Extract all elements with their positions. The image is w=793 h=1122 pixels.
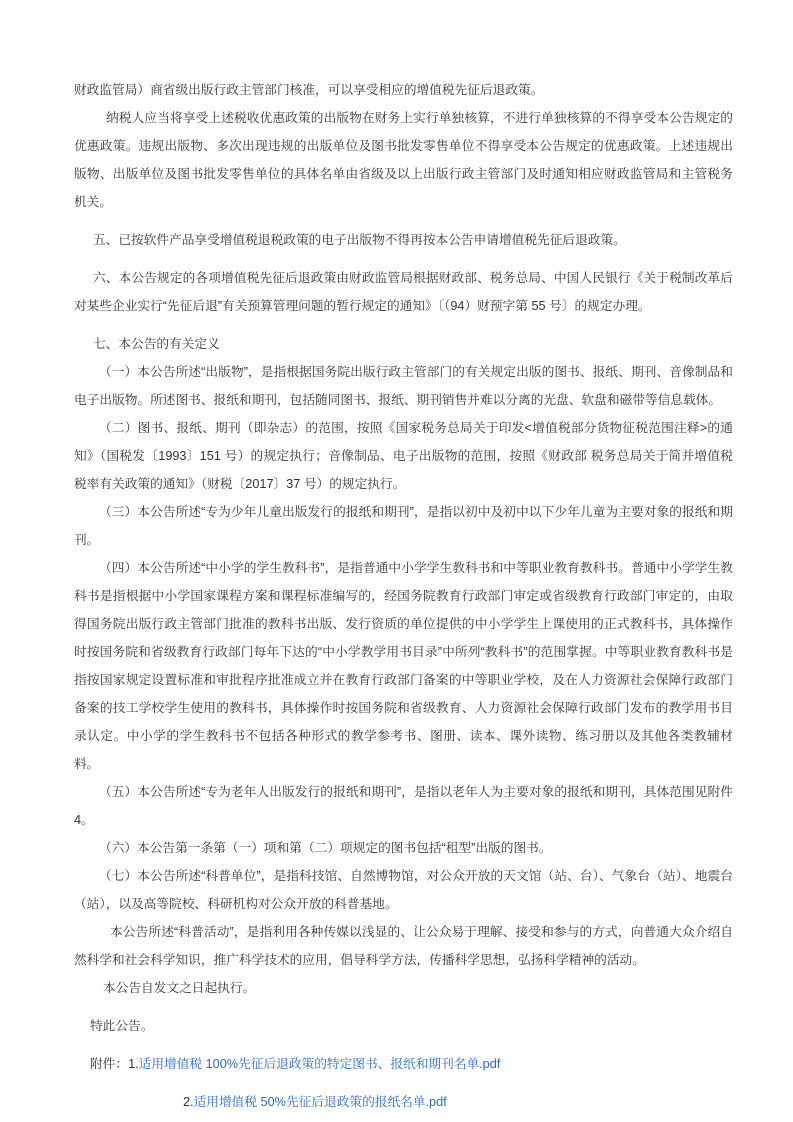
attachments-row-2 — [74, 1088, 733, 1116]
attachments-label: 附件： — [90, 1057, 129, 1071]
attachment-link-1-pdf[interactable]: 适用增值税 100%先征后退政策的特定图书、报纸和期刊名单.pdf — [138, 1057, 501, 1071]
attachment-link-2-pdf[interactable]: 适用增值税 50%先征后退政策的报纸名单.pdf — [193, 1095, 447, 1109]
definition-2-scope: （二）图书、报纸、期刊（即杂志）的范围，按照《国家税务总局关于印发<增值税部分货物征税范围注释>的通知》（国税发〔1993〕151 号）的规定执行；音像制品、电子出版物的范围，按照《财政部 税务总局关于简并增值税税率有关政策的通知》（财税〔2017〕37 号）的规定执行。 — [74, 421, 733, 491]
para-effective-date: 本公告自发文之日起执行。 — [103, 981, 256, 995]
definition-5-elderly-periodicals: （五）本公告所述“专为老年人出版发行的报纸和期刊”，是指以老年人为主要对象的报纸和期刊，具体范围见附件4。 — [74, 785, 733, 827]
section-item-5: 五、已按软件产品享受增值税退税政策的电子出版物不得再按本公告申请增值税先征后退政策。 — [93, 233, 626, 247]
para-separate-accounting: 纳税人应当将享受上述税收优惠政策的出版物在财务上实行单独核算，不进行单独核算的不得享受本公告规定的优惠政策。违规出版物、多次出现违规的出版单位及图书批发零售单位不得享受本公告规定的优惠政策。上述违规出版物、出版单位及图书批发零售单位的具体名单由省级及以上出版行政主管部门及时通知相应财政监管局和主管税务机关。 — [74, 111, 733, 209]
attachments-row-1 — [74, 1050, 733, 1078]
definition-1-publications: （一）本公告所述“出版物”，是指根据国务院出版行政主管部门的有关规定出版的图书、报纸、期刊、音像制品和电子出版物。所述图书、报纸和期刊，包括随同图书、报纸、期刊销售并难以分离的光盘、软盘和磁带等信息载体。 — [74, 365, 733, 407]
definition-7-science-units: （七）本公告所述“科普单位”，是指科技馆、自然博物馆，对公众开放的天文馆（站、台）、气象台（站）、地震台（站），以及高等院校、科研机构对公众开放的科普基地。 — [74, 869, 733, 911]
section-item-7-definitions: 七、本公告的有关定义 — [93, 337, 220, 351]
para-science-activity: 本公告所述“科普活动”，是指利用各种传媒以浅显的、让公众易于理解、接受和参与的方式，向普通大众介绍自然科学和社会科学知识，推广科学技术的应用，倡导科学方法，传播科学思想，弘扬科学精神的活动。 — [74, 925, 733, 967]
section-item-6: 六、本公告规定的各项增值税先征后退政策由财政监管局根据财政部、税务总局、中国人民银行《关于税制改革后对某些企业实行“先征后退”有关预算管理问题的暂行规定的通知》〔（94）财预字第 55 号〕的规定办理。 — [74, 271, 733, 313]
para-closing: 特此公告。 — [90, 1019, 154, 1033]
attachment-1-number: 1. — [128, 1057, 139, 1071]
definition-6-rental-books: （六）本公告第一条第（一）项和第（二）项规定的图书包括“租型”出版的图书。 — [99, 841, 552, 855]
attachment-2-number: 2. — [183, 1095, 194, 1109]
definition-3-children-periodicals: （三）本公告所述“专为少年儿童出版发行的报纸和期刊”，是指以初中及初中以下少年儿童为主要对象的报纸和期刊。 — [74, 505, 733, 547]
definition-4-textbooks: （四）本公告所述“中小学的学生教科书”，是指普通中小学学生教科书和中等职业教育教科书。普通中小学学生教科书是指根据中小学国家课程方案和课程标准编写的，经国务院教育行政部门审定或省级教育行政部门审定的，由取得国务院出版行政主管部门批准的教科书出版、发行资质的单位提供的中小学学生上课使用的正式教科书，具体操作时按国务院和省级教育行政部门每年下达的“中小学教学用书目录”中所列“教科书”的范围掌握。中等职业教育教科书是指按国家规定设置标准和审批程序批准成立并在教育行政部门备案的中等职业学校，及在人力资源社会保障行政部门备案的技工学校学生使用的教科书，具体操作时按国务院和省级教育、人力资源社会保障行政部门发布的教学用书目录认定。中小学的学生教科书不包括各种形式的教学参考书、图册、读本、课外读物、练习册以及其他各类教辅材料。 — [74, 561, 733, 771]
para-policy-continuation: 财政监管局）商省级出版行政主管部门核准，可以享受相应的增值税先征后退政策。 — [74, 83, 544, 97]
